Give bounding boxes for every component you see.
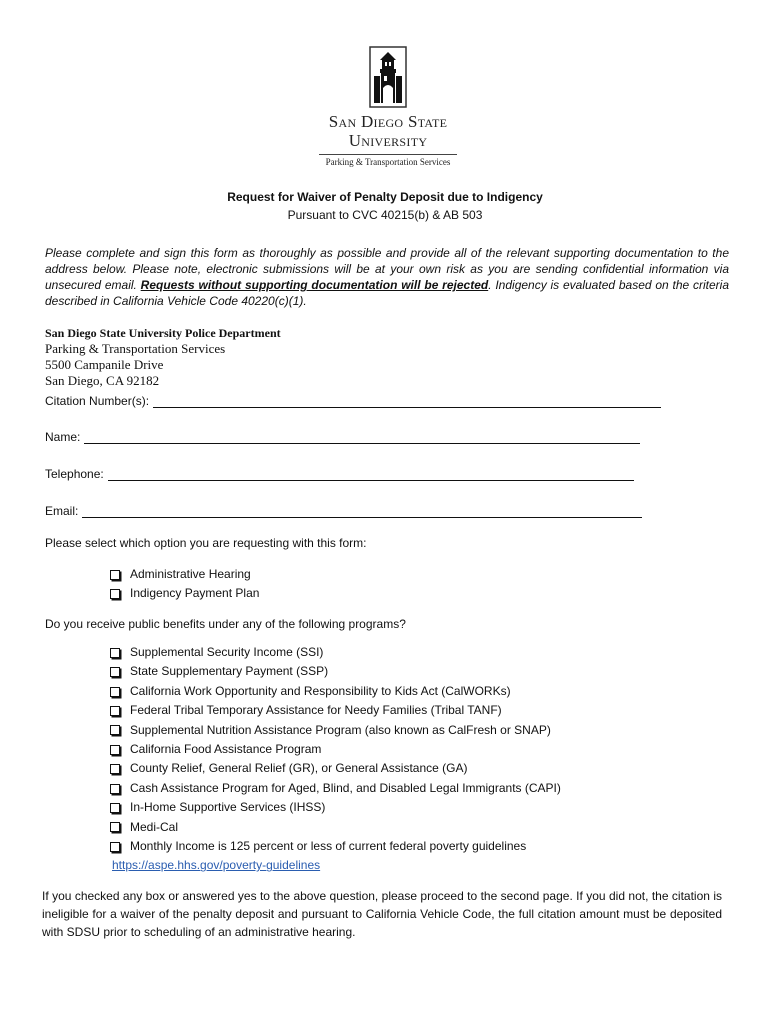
option-question: Please select which option you are requesting with this form: — [45, 536, 367, 550]
address-line-2: 5500 Campanile Drive — [45, 357, 164, 372]
address-line-1: Parking & Transportation Services — [45, 341, 226, 356]
instructions-emphasis: Requests without supporting documentation will be rejected — [140, 278, 489, 292]
form-title: Request for Waiver of Penalty Deposit due to Indigency — [227, 190, 543, 204]
checkbox[interactable] — [110, 842, 120, 852]
instructions-paragraph — [45, 245, 729, 309]
benefit-label: Monthly Income is 125 percent or less of current federal poverty guidelines — [130, 839, 527, 854]
checkbox[interactable] — [110, 589, 120, 599]
mailing-address — [45, 325, 281, 389]
benefit-label: Medi-Cal — [130, 819, 179, 834]
logo-department: Parking & Transportation Services — [325, 157, 451, 167]
address-line-3: San Diego, CA 92182 — [45, 373, 160, 388]
benefit-label: State Supplementary Payment (SSP) — [130, 664, 329, 679]
option-item[interactable] — [110, 584, 259, 603]
email-line[interactable] — [82, 506, 642, 518]
closing-paragraph: If you checked any box or answered yes to the above question, please proceed to the second page. If you did not, the citation is ineligible for a waiver of the penalty deposit and pursuant to California Vehicle Code, the full citation amount must be deposited with SDSU prior to scheduling of an administrative hearing. — [42, 889, 722, 939]
checkbox[interactable] — [110, 667, 120, 677]
citation-number-label: Citation Number(s): — [45, 394, 150, 408]
telephone-field[interactable] — [45, 467, 634, 481]
benefit-item[interactable] — [110, 740, 561, 759]
email-label: Email: — [45, 504, 79, 518]
benefits-question: Do you receive public benefits under any of the following programs? — [45, 617, 406, 631]
benefit-item[interactable] — [110, 818, 561, 837]
benefit-label: Cash Assistance Program for Aged, Blind, and Disabled Legal Immigrants (CAPI) — [130, 780, 561, 795]
benefit-label: Supplemental Nutrition Assistance Program (also known as CalFresh or SNAP) — [130, 722, 551, 737]
instructions-text-2: . Indigency is evaluated based on the criteria described in California Vehicle Code 40220(c)(1). — [45, 278, 729, 308]
poverty-guidelines-link[interactable]: https://aspe.hhs.gov/poverty-guidelines — [112, 858, 321, 873]
checkbox[interactable] — [110, 803, 120, 813]
checkbox[interactable] — [110, 784, 120, 794]
benefit-item[interactable] — [110, 643, 561, 662]
benefit-item[interactable] — [110, 759, 561, 778]
benefit-item[interactable] — [110, 682, 561, 701]
option-label: Administrative Hearing — [130, 567, 251, 581]
instructions-text-1: Please complete and sign this form as thoroughly as possible and provide all of the relevant supporting documentation to the address below. Please note, electronic submissions will be at your own risk as you are sending confidential information via unsecured email. — [45, 246, 729, 292]
checkbox[interactable] — [110, 687, 120, 697]
checkbox[interactable] — [110, 706, 120, 716]
benefit-item[interactable] — [110, 837, 561, 856]
form-subtitle: Pursuant to CVC 40215(b) & AB 503 — [287, 208, 483, 222]
benefit-label: County Relief, General Relief (GR), or General Assistance (GA) — [130, 761, 468, 776]
telephone-line[interactable] — [108, 469, 634, 481]
checkbox[interactable] — [110, 648, 120, 658]
request-options — [110, 565, 259, 604]
campanile-tower-icon — [369, 46, 407, 108]
benefit-item[interactable] — [110, 779, 561, 798]
checkbox[interactable] — [110, 764, 120, 774]
checkbox[interactable] — [110, 725, 120, 735]
name-label: Name: — [45, 430, 81, 444]
benefit-label: California Food Assistance Program — [130, 742, 322, 757]
citation-number-line[interactable] — [153, 396, 661, 408]
telephone-label: Telephone: — [45, 467, 104, 481]
checkbox[interactable] — [110, 822, 120, 832]
benefit-item[interactable] — [110, 721, 561, 740]
benefits-list — [110, 643, 561, 876]
benefit-label: In-Home Supportive Services (IHSS) — [130, 800, 326, 815]
benefit-item[interactable] — [110, 701, 561, 720]
benefit-label: California Work Opportunity and Responsibility to Kids Act (CalWORKs) — [130, 683, 511, 698]
benefit-label: Federal Tribal Temporary Assistance for Needy Families (Tribal TANF) — [130, 703, 502, 718]
checkbox[interactable] — [110, 570, 120, 580]
university-name-line2: University — [348, 131, 428, 150]
email-field[interactable] — [45, 504, 642, 518]
checkbox[interactable] — [110, 745, 120, 755]
address-organization: San Diego State University Police Department — [45, 326, 281, 340]
option-item[interactable] — [110, 565, 259, 584]
university-logo — [318, 46, 458, 167]
citation-number-field[interactable] — [45, 394, 661, 408]
university-name-line1: San Diego State — [328, 112, 448, 131]
benefit-label: Supplemental Security Income (SSI) — [130, 645, 324, 659]
benefit-item[interactable] — [110, 662, 561, 681]
name-line[interactable] — [84, 432, 640, 444]
logo-divider — [319, 154, 457, 155]
option-label: Indigency Payment Plan — [130, 586, 260, 601]
name-field[interactable] — [45, 430, 640, 444]
benefit-item[interactable] — [110, 798, 561, 817]
